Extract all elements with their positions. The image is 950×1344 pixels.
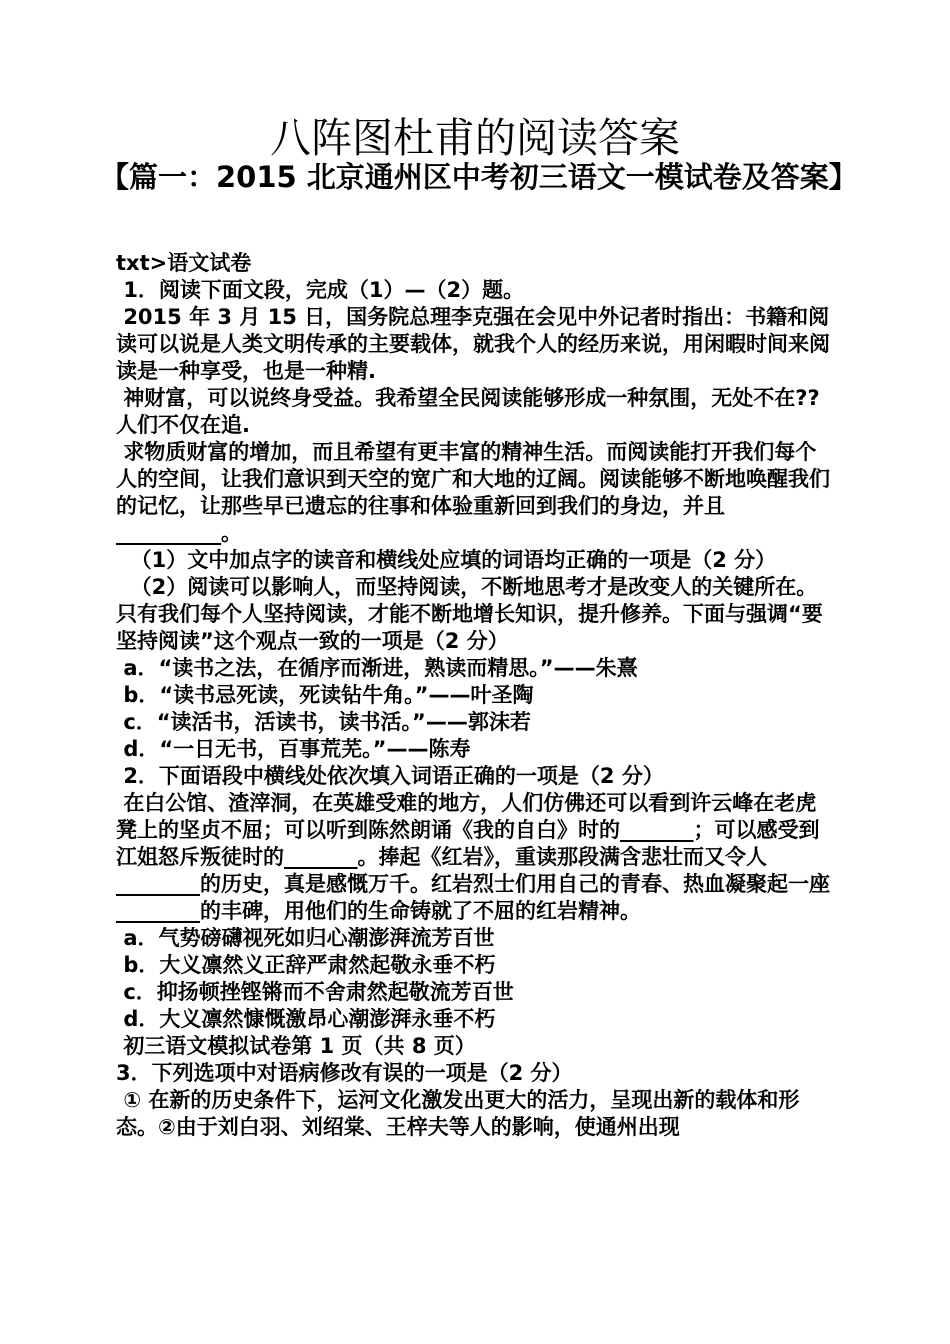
paragraph: ① 在新的历史条件下，运河文化激发出更大的活力，呈现出新的载体和形态。②由于刘白羽、刘绍棠、王梓夫等人的影响，使通州出现 (116, 1088, 800, 1139)
option-a: a．气势磅礴视死如归心潮澎湃流芳百世 (116, 926, 495, 950)
option-a: a．“读书之法，在循序而渐进，熟读而精思。”——朱熹 (116, 656, 638, 680)
option-b: b．大义凛然义正辞严肃然起敬永垂不朽 (116, 953, 496, 977)
paragraph: （1）文中加点字的读音和横线处应填的词语均正确的一项是（2 分） (116, 548, 777, 572)
option-c: c．“读活书，活读书，读书活。”——郭沫若 (116, 710, 531, 734)
paragraph: 求物质财富的增加，而且希望有更丰富的精神生活。而阅读能打开我们每个人的空间，让我们意识到天空的宽广和大地的辽阔。阅读能够不断地唤醒我们的记忆，让那些早已遗忘的往事和体验重新回到我们的身边，并且__________。 (116, 440, 830, 545)
document-body (116, 250, 836, 1141)
paragraph: （2）阅读可以影响人，而坚持阅读，不断地思考才是改变人的关键所在。只有我们每个人坚持阅读，才能不断地增长知识，提升修养。下面与强调“要坚持阅读”这个观点一致的一项是（2 分） (116, 575, 823, 653)
page-footer-note: 初三语文模拟试卷第 1 页（共 8 页） (116, 1034, 476, 1058)
option-d: d．大义凛然慷慨激昂心潮澎湃永垂不朽 (116, 1007, 496, 1031)
paragraph: 2015 年 3 月 15 日，国务院总理李克强在会见中外记者时指出：书籍和阅读可以说是人类文明传承的主要载体，就我个人的经历来说，用闲暇时间来阅读是一种享受，也是一种精. (116, 305, 830, 383)
option-b: b．“读书忌死读，死读钻牛角。”——叶圣陶 (116, 683, 534, 707)
paragraph: 3．下列选项中对语病修改有误的一项是（2 分） (116, 1061, 573, 1085)
paragraph: 1．阅读下面文段，完成（1）—（2）题。 (116, 278, 525, 302)
document-title: 八阵图杜甫的阅读答案 (270, 114, 680, 162)
document-subtitle: 【篇一：2015 北京通州区中考初三语文一模试卷及答案】 (100, 160, 858, 194)
paragraph: 神财富，可以说终身受益。我希望全民阅读能够形成一种氛围，无处不在??人们不仅在追. (116, 386, 820, 437)
option-d: d．“一日无书，百事荒芜。”——陈寿 (116, 737, 471, 761)
paragraph: 在白公馆、渣滓洞，在英雄受难的地方，人们仿佛还可以看到许云峰在老虎凳上的坚贞不屈；可以听到陈然朗诵《我的自白》时的_______；可以感受到江姐怒斥叛徒时的_______。捧起《红岩》，重读那段满含悲壮而又令人________的历史，真是感慨万千。红岩烈士们用自己的青春、热血凝聚起一座________的丰碑，用他们的生命铸就了不屈的红岩精神。 (116, 791, 830, 923)
paragraph: txt>语文试卷 (116, 251, 252, 275)
option-c: c．抑扬顿挫铿锵而不舍肃然起敬流芳百世 (116, 980, 514, 1004)
paragraph: 2．下面语段中横线处依次填入词语正确的一项是（2 分） (116, 764, 664, 788)
